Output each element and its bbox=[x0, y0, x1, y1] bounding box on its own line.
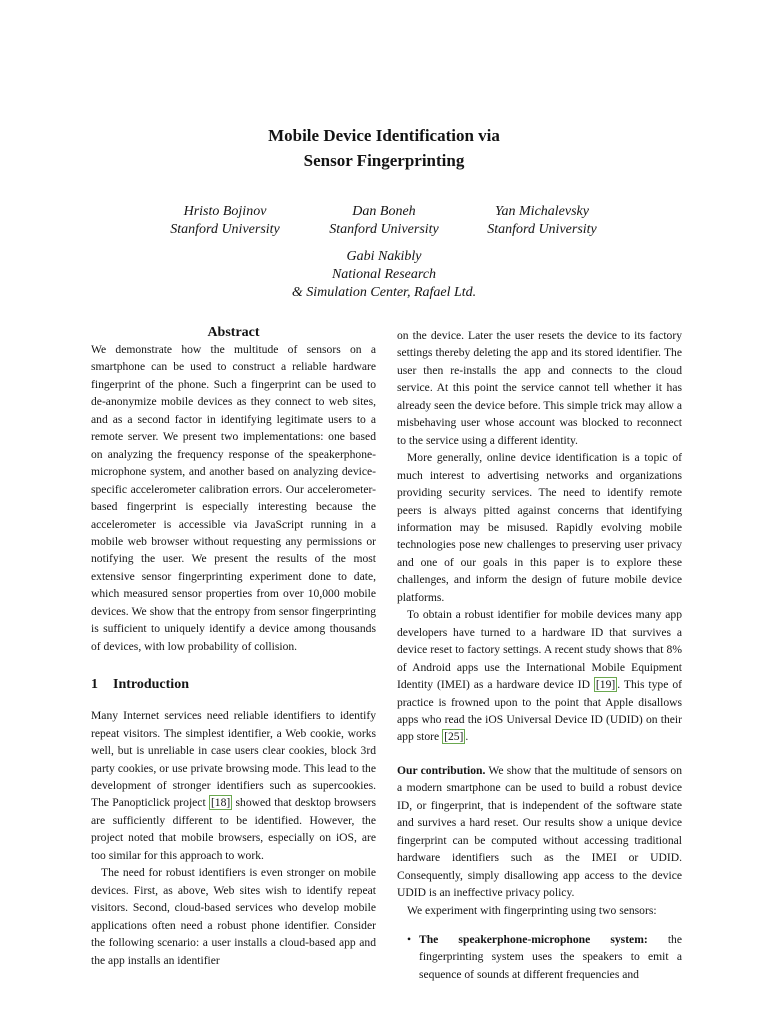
author-affiliation: & Simulation Center, Rafael Ltd. bbox=[291, 285, 477, 300]
right-paragraph-2: More generally, online device identification is a topic of much interest to advertising networks and organizations providing security services. The need to identify remote peers is always pitted against concerns that identifying information may be misused. Rapidly evolving mobile technologies pose new challenges to preserving user privacy and one of our goals in this paper is to explore these challenges, and inform the design of future mobile device platforms. bbox=[397, 451, 682, 604]
author-block-3 bbox=[472, 203, 612, 239]
title-line-2: Sensor Fingerprinting bbox=[303, 151, 465, 170]
intro-text: showed that desktop browsers are sufficiently different to be identified. However, the project noted that mobile browsers, especially on iOS, are too similar for this approach to work. bbox=[91, 796, 376, 862]
author-block-1 bbox=[155, 203, 295, 239]
citation-link-25[interactable]: [25] bbox=[444, 730, 464, 744]
author-name: Hristo Bojinov bbox=[183, 204, 267, 219]
section-number: 1 bbox=[91, 677, 98, 693]
contribution-label: Our contribution. bbox=[397, 763, 486, 777]
intro-paragraph-2: The need for robust identifiers is even stronger on mobile devices. First, as above, Web sites wish to identify repeat visitors. Second, cloud-based services who develop mobile applications often need a robust phone identifier. Consider the following scenario: a user installs a cloud-based app and the app installs an identifier bbox=[91, 866, 376, 967]
left-column bbox=[91, 324, 376, 969]
author-block-2 bbox=[314, 203, 454, 239]
section-title: Introduction bbox=[113, 677, 189, 693]
paper-title bbox=[0, 123, 768, 173]
body-text: . bbox=[465, 730, 469, 744]
citation-link-19[interactable]: [19] bbox=[595, 678, 616, 692]
right-paragraph-3 bbox=[397, 606, 682, 746]
bullet-label: The speakerphone-microphone system: bbox=[419, 932, 648, 946]
section-heading-introduction bbox=[91, 676, 376, 694]
body-text: To obtain a robust identifier for mobile devices many app developers have turned to a hardware ID that survives a device reset to factory settings. A recent study shows that 8% of Android apps use the International Mobile Equipment Identity (IMEI) as a hardware device ID bbox=[397, 608, 682, 692]
right-paragraph-1: on the device. Later the user resets the device to its factory settings thereby deleting the app and its stored identifier. The user then re-installs the app and connects to the cloud service. At this point the service cannot tell whether it has already seen the device before. This simple trick may allow a misbehaving user whose account was blocked to reconnect to the service using a different identity. bbox=[397, 329, 682, 447]
abstract-text: We demonstrate how the multitude of sensors on a smartphone can be used to construct a reliable hardware fingerprint of the phone. Such a fingerprint can be used to de-anonymize mobile devices as they connect to web sites, and as a second factor in identifying legitimate users to a remote server. We present two implementations: one based on analyzing the frequency response of the speakerphone-microphone system, and another based on analyzing device-specific accelerometer calibration errors. Our accelerometer-based fingerprint is especially interesting because the accelerometer is accessible via JavaScript running in a mobile web browser without requesting any permissions or notifying the user. We present the results of the most extensive sensor fingerprinting experiment done to date, which measured sensor properties from over 10,000 mobile devices. We show that the entropy from sensor fingerprinting is sufficient to uniquely identify a device among thousands of devices, with low probability of collision. bbox=[91, 343, 376, 653]
body-text: . This type of practice is frowned upon to the point that Apple disallows apps who read the iOS Universal Device ID (UDID) on their app store bbox=[397, 678, 682, 744]
author-affiliation: Stanford University bbox=[329, 222, 439, 237]
contribution-paragraph bbox=[397, 762, 682, 902]
bullet-text: the fingerprinting system uses the speakers to emit a sequence of sounds at different frequencies and bbox=[419, 932, 683, 981]
author-block-4 bbox=[234, 248, 534, 302]
bullet-item-speakerphone bbox=[397, 931, 682, 983]
author-affiliation: Stanford University bbox=[487, 222, 597, 237]
citation-link-18[interactable]: [18] bbox=[210, 796, 231, 810]
title-line-1: Mobile Device Identification via bbox=[268, 126, 500, 145]
intro-paragraph-1 bbox=[91, 707, 376, 864]
author-name: Dan Boneh bbox=[352, 204, 416, 219]
author-affiliation: Stanford University bbox=[170, 222, 280, 237]
author-name: Gabi Nakibly bbox=[346, 249, 422, 264]
intro-text: Many Internet services need reliable identifiers to identify repeat visitors. The simplest identifier, a Web cookie, works well, but is unreliable in case users clear cookies, block 3rd party cookies, or use private browsing mode. This lead to the development of stronger identifiers such as supercookies. The Panopticlick project bbox=[91, 709, 376, 810]
author-affiliation: National Research bbox=[331, 267, 437, 282]
bullet-dot-icon: • bbox=[407, 932, 412, 946]
contribution-text: We show that the multitude of sensors on a modern smartphone can be used to build a robust device ID, or fingerprint, that is independent of the software state and survives a hard reset. Our results show a unique device fingerprint can be computed without accessing traditional hardware identifiers such as the IMEI or UDID. Consequently, simply disallowing app access to the device UDID is an ineffective privacy policy. bbox=[397, 763, 682, 900]
author-name: Yan Michalevsky bbox=[495, 204, 589, 219]
right-column bbox=[397, 327, 682, 983]
experiment-paragraph: We experiment with fingerprinting using two sensors: bbox=[407, 903, 657, 917]
abstract-heading: Abstract bbox=[207, 325, 260, 340]
